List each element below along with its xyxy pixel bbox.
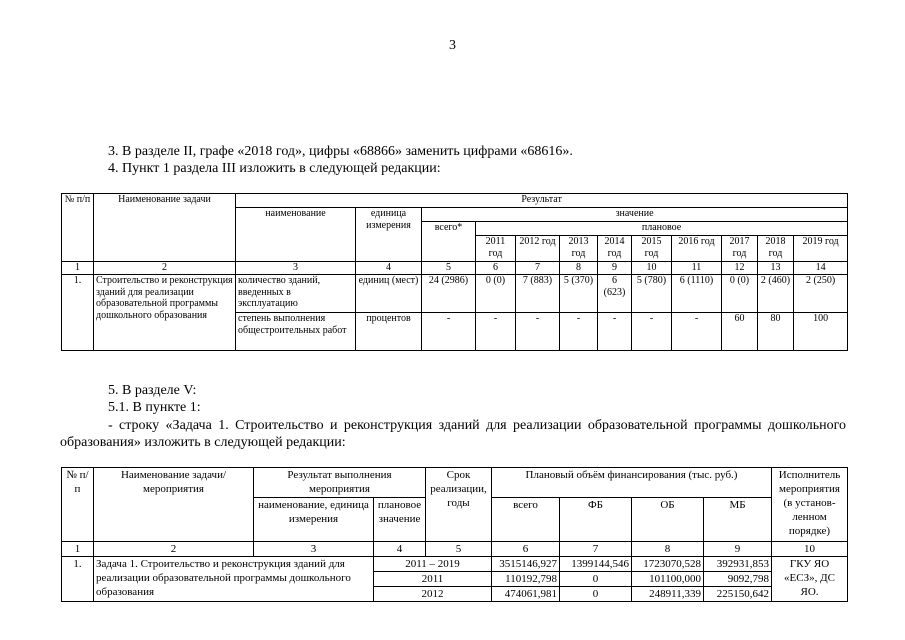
col-number: 10 — [632, 262, 672, 275]
col-number: 1 — [62, 262, 94, 275]
col-number: 7 — [560, 542, 632, 557]
indicator-value: 80 — [758, 313, 794, 351]
indicator-value: 100 — [794, 313, 848, 351]
header-result: Результат — [236, 194, 848, 208]
indicator-value: 5 (780) — [632, 275, 672, 313]
header-result: Результат выполнения мероприятия — [254, 468, 426, 498]
indicator-name: степень выполнения общестроительных работ — [236, 313, 356, 351]
header-fb: ФБ — [560, 498, 632, 542]
year-header: 2015 год — [632, 236, 672, 262]
col-number: 3 — [254, 542, 374, 557]
indicator-value: 6 (1110) — [672, 275, 722, 313]
indicator-unit: единиц (мест) — [356, 275, 422, 313]
header-total: всего* — [422, 222, 476, 262]
indicator-value: - — [632, 313, 672, 351]
indicator-value: 2 (250) — [794, 275, 848, 313]
header-task: Наименование задачи — [94, 194, 236, 262]
year-header: 2012 год — [516, 236, 560, 262]
header-total: всего — [492, 498, 560, 542]
col-number: 14 — [794, 262, 848, 275]
year-header: 2019 год — [794, 236, 848, 262]
header-planned-value: плановое значение — [374, 498, 426, 542]
col-number: 11 — [672, 262, 722, 275]
col-number: 8 — [632, 542, 704, 557]
row-number: 1. — [62, 275, 94, 351]
funding-ob: 248911,339 — [632, 587, 704, 602]
year-header: 2013 год — [560, 236, 598, 262]
indicator-value: - — [672, 313, 722, 351]
row-number: 1. — [62, 557, 94, 602]
indicator-value: 6 (623) — [598, 275, 632, 313]
funding-mb: 392931,853 — [704, 557, 772, 572]
indicator-value: 2 (460) — [758, 275, 794, 313]
col-number: 7 — [516, 262, 560, 275]
year-header: 2018 год — [758, 236, 794, 262]
page-number: 3 — [449, 38, 456, 53]
indicator-value: 0 (0) — [722, 275, 758, 313]
indicator-value: - — [476, 313, 516, 351]
indicator-value: 60 — [722, 313, 758, 351]
header-num: № п/п — [62, 468, 94, 542]
col-number: 5 — [422, 262, 476, 275]
indicator-value: - — [598, 313, 632, 351]
header-mb: МБ — [704, 498, 772, 542]
header-name: наименование — [236, 208, 356, 262]
col-number: 6 — [476, 262, 516, 275]
paragraph-line: - строку «Задача 1. Строительство и реконструкция зданий для реализации образовательной программы дошкольного образования» изложить в следующей редакции: — [60, 418, 846, 450]
header-funding: Плановый объём финансирования (тыс. руб.) — [492, 468, 772, 498]
header-value: значение — [422, 208, 848, 222]
funding-total: 110192,798 — [492, 572, 560, 587]
header-num: № п/п — [62, 194, 94, 262]
results-table — [61, 193, 848, 351]
year-header: 2011 год — [476, 236, 516, 262]
col-number: 4 — [374, 542, 426, 557]
col-number: 2 — [94, 262, 236, 275]
indicator-name: количество зданий, введенных в эксплуатацию — [236, 275, 356, 313]
paragraph-5-1: 5.1. В пункте 1: — [108, 400, 201, 415]
period: 2011 — [374, 572, 492, 587]
col-number: 12 — [722, 262, 758, 275]
funding-fb: 0 — [560, 572, 632, 587]
header-executor: Исполнитель мероприятия (в установ-ленном порядке) — [772, 468, 848, 542]
funding-table — [61, 467, 848, 602]
indicator-value: 7 (883) — [516, 275, 560, 313]
col-number: 3 — [236, 262, 356, 275]
indicator-total: - — [422, 313, 476, 351]
period: 2012 — [374, 587, 492, 602]
funding-ob: 1723070,528 — [632, 557, 704, 572]
funding-mb: 225150,642 — [704, 587, 772, 602]
col-number: 13 — [758, 262, 794, 275]
header-ob: ОБ — [632, 498, 704, 542]
year-header: 2014 год — [598, 236, 632, 262]
header-planned: плановое — [476, 222, 848, 236]
year-header: 2017 год — [722, 236, 758, 262]
header-term: Срок реализации, годы — [426, 468, 492, 542]
funding-total: 474061,981 — [492, 587, 560, 602]
col-number: 9 — [704, 542, 772, 557]
funding-mb: 9092,798 — [704, 572, 772, 587]
funding-fb: 0 — [560, 587, 632, 602]
col-number: 5 — [426, 542, 492, 557]
paragraph-4: 4. Пункт 1 раздела III изложить в следующей редакции: — [108, 161, 441, 176]
col-number: 6 — [492, 542, 560, 557]
indicator-unit: процентов — [356, 313, 422, 351]
funding-ob: 101100,000 — [632, 572, 704, 587]
col-number: 10 — [772, 542, 848, 557]
paragraph-5: 5. В разделе V: — [108, 383, 197, 398]
col-number: 2 — [94, 542, 254, 557]
funding-fb: 1399144,546 — [560, 557, 632, 572]
funding-total: 3515146,927 — [492, 557, 560, 572]
year-header: 2016 год — [672, 236, 722, 262]
col-number: 4 — [356, 262, 422, 275]
executor: ГКУ ЯО «ЕСЗ», ДС ЯО. — [772, 557, 848, 602]
col-number: 1 — [62, 542, 94, 557]
paragraph-3: 3. В разделе II, графе «2018 год», цифры «68866» заменить цифрами «68616». — [108, 144, 573, 159]
indicator-value: - — [560, 313, 598, 351]
indicator-value: - — [516, 313, 560, 351]
header-task: Наименование задачи/мероприятия — [94, 468, 254, 542]
header-unit: единица измерения — [356, 208, 422, 262]
header-name-unit: наименование, единица измерения — [254, 498, 374, 542]
col-number: 9 — [598, 262, 632, 275]
indicator-total: 24 (2986) — [422, 275, 476, 313]
task-name: Строительство и реконструкция зданий для реализации образовательной программы дошкольного образования — [94, 275, 236, 351]
task-name: Задача 1. Строительство и реконструкция зданий для реализации образовательной программы дошкольного образования — [94, 557, 374, 602]
period: 2011 – 2019 — [374, 557, 492, 572]
col-number: 8 — [560, 262, 598, 275]
indicator-value: 5 (370) — [560, 275, 598, 313]
indicator-value: 0 (0) — [476, 275, 516, 313]
